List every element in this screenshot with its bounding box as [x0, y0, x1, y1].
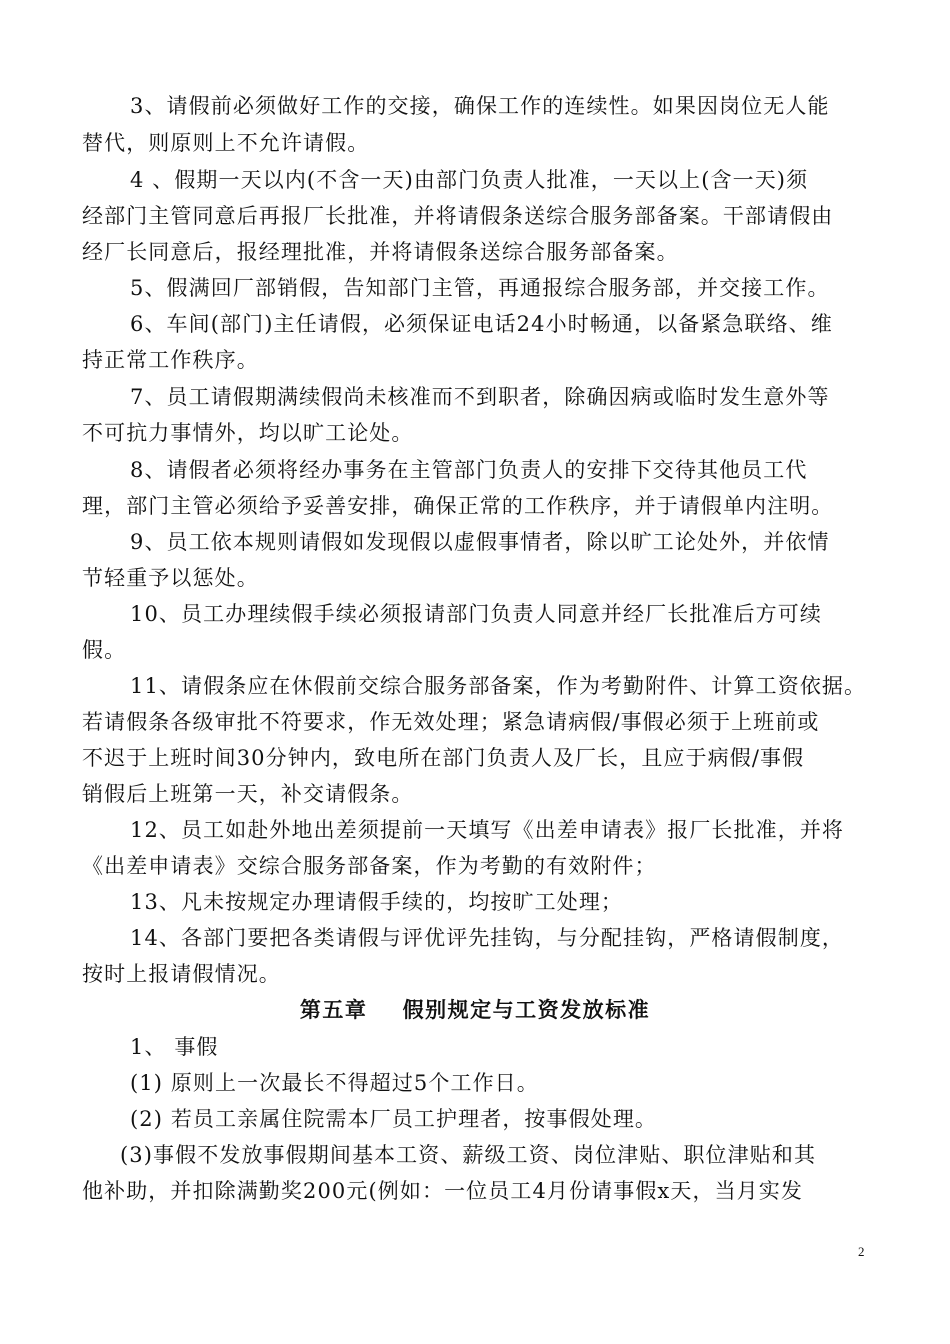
- text-line: 4 、假期一天以内(不含一天)由部门负责人批准，一天以上(含一天)须: [130, 168, 809, 192]
- text-line: 5、假满回厂部销假，告知部门主管，再通报综合服务部，并交接工作。: [130, 276, 830, 300]
- text-line: 按时上报请假情况。: [82, 962, 281, 986]
- text-line: 12、员工如赴外地出差须提前一天填写《出差申请表》报厂长批准，并将: [130, 818, 845, 842]
- text-line: (1) 原则上一次最长不得超过5个工作日。: [130, 1071, 539, 1095]
- text-line: 节轻重予以惩处。: [82, 566, 259, 590]
- text-line: 8、请假者必须将经办事务在主管部门负责人的安排下交待其他员工代: [130, 458, 808, 482]
- section-title: 1、 事假: [130, 1035, 219, 1059]
- chapter-heading: 第五章 假别规定与工资发放标准: [299, 997, 651, 1022]
- text-line: 替代，则原则上不允许请假。: [82, 131, 370, 155]
- text-line: 9、员工依本规则请假如发现假以虚假事情者，除以旷工论处外，并依情: [130, 530, 830, 554]
- text-line: 不迟于上班时间30分钟内，致电所在部门负责人及厂长，且应于病假/事假: [82, 746, 805, 770]
- text-line: 11、请假条应在休假前交综合服务部备案，作为考勤附件、计算工资依据。: [130, 674, 867, 698]
- text-line: (3)事假不发放事假期间基本工资、薪级工资、岗位津贴、职位津贴和其: [120, 1143, 817, 1167]
- text-line: 13、凡未按规定办理请假手续的，均按旷工处理；: [130, 890, 624, 914]
- text-line: 销假后上班第一天，补交请假条。: [82, 782, 414, 806]
- text-line: 《出差申请表》交综合服务部备案，作为考勤的有效附件；: [82, 854, 657, 878]
- text-line: 理，部门主管必须给予妥善安排，确保正常的工作秩序，并于请假单内注明。: [82, 494, 834, 518]
- text-line: 10、员工办理续假手续必须报请部门负责人同意并经厂长批准后方可续: [130, 602, 822, 626]
- text-line: (2) 若员工亲属住院需本厂员工护理者，按事假处理。: [130, 1107, 658, 1131]
- text-line: 假。: [82, 638, 127, 662]
- page-number: 2: [858, 1244, 865, 1259]
- text-line: 他补助，并扣除满勤奖200元(例如：一位员工4月份请事假x天，当月实发: [82, 1179, 803, 1203]
- text-line: 经厂长同意后，报经理批准，并将请假条送综合服务部备案。: [82, 240, 679, 264]
- text-line: 若请假条各级审批不符要求，作无效处理；紧急请病假/事假必须于上班前或: [82, 710, 820, 734]
- text-line: 持正常工作秩序。: [82, 348, 259, 372]
- text-line: 3、请假前必须做好工作的交接，确保工作的连续性。如果因岗位无人能: [130, 94, 830, 118]
- text-line: 7、员工请假期满续假尚未核准而不到职者，除确因病或临时发生意外等: [130, 385, 830, 409]
- text-line: 6、车间(部门)主任请假，必须保证电话24小时畅通，以备紧急联络、维: [130, 312, 833, 336]
- text-line: 经部门主管同意后再报厂长批准，并将请假条送综合服务部备案。干部请假由: [82, 204, 834, 228]
- text-line: 不可抗力事情外，均以旷工论处。: [82, 421, 414, 445]
- text-line: 14、各部门要把各类请假与评优评先挂钩，与分配挂钩，严格请假制度，: [130, 926, 845, 950]
